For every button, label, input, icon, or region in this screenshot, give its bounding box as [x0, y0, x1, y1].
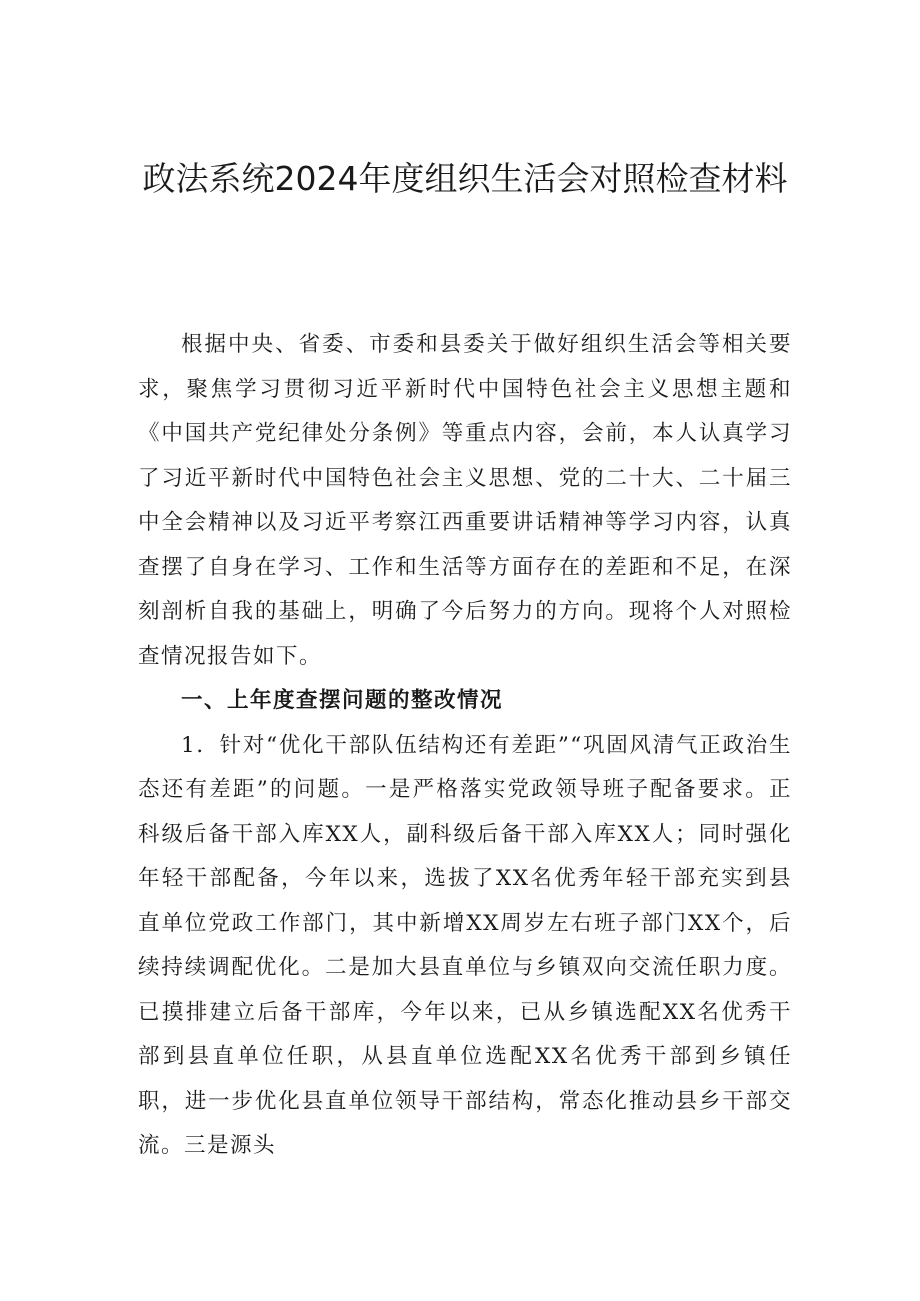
section-1-paragraph-1: 1．针对“优化干部队伍结构还有差距”“巩固风清气正政治生态还有差距”的问题。一是严格落实党政领导班子配备要求。正科级后备干部入库XX人，副科级后备干部入库XX人；同时强化年轻干部配备，今年以来，选拔了XX名优秀年轻干部充实到县直单位党政工作部门，其中新增XX周岁左右班子部门XX个，后续持续调配优化。二是加大县直单位与乡镇双向交流任职力度。已摸排建立后备干部库，今年以来，已从乡镇选配XX名优秀干部到县直单位任职，从县直单位选配XX名优秀干部到乡镇任职，进一步优化县直单位领导干部结构，常态化推动县乡干部交流。三是源头 — [138, 732, 792, 1158]
document-title: 政法系统2024年度组织生活会对照检查材料 — [142, 159, 788, 198]
document-body — [138, 323, 792, 1169]
section-heading-1: 一、上年度查摆问题的整改情况 — [181, 688, 504, 713]
intro-paragraph: 根据中央、省委、市委和县委关于做好组织生活会等相关要求，聚焦学习贯彻习近平新时代中国特色社会主义思想主题和《中国共产党纪律处分条例》等重点内容，会前，本人认真学习了习近平新时代中国特色社会主义思想、党的二十大、二十届三中全会精神以及习近平考察江西重要讲话精神等学习内容，认真查摆了自身在学习、工作和生活等方面存在的差距和不足，在深刻剖析自我的基础上，明确了今后努力的方向。现将个人对照检查情况报告如下。 — [138, 332, 792, 669]
